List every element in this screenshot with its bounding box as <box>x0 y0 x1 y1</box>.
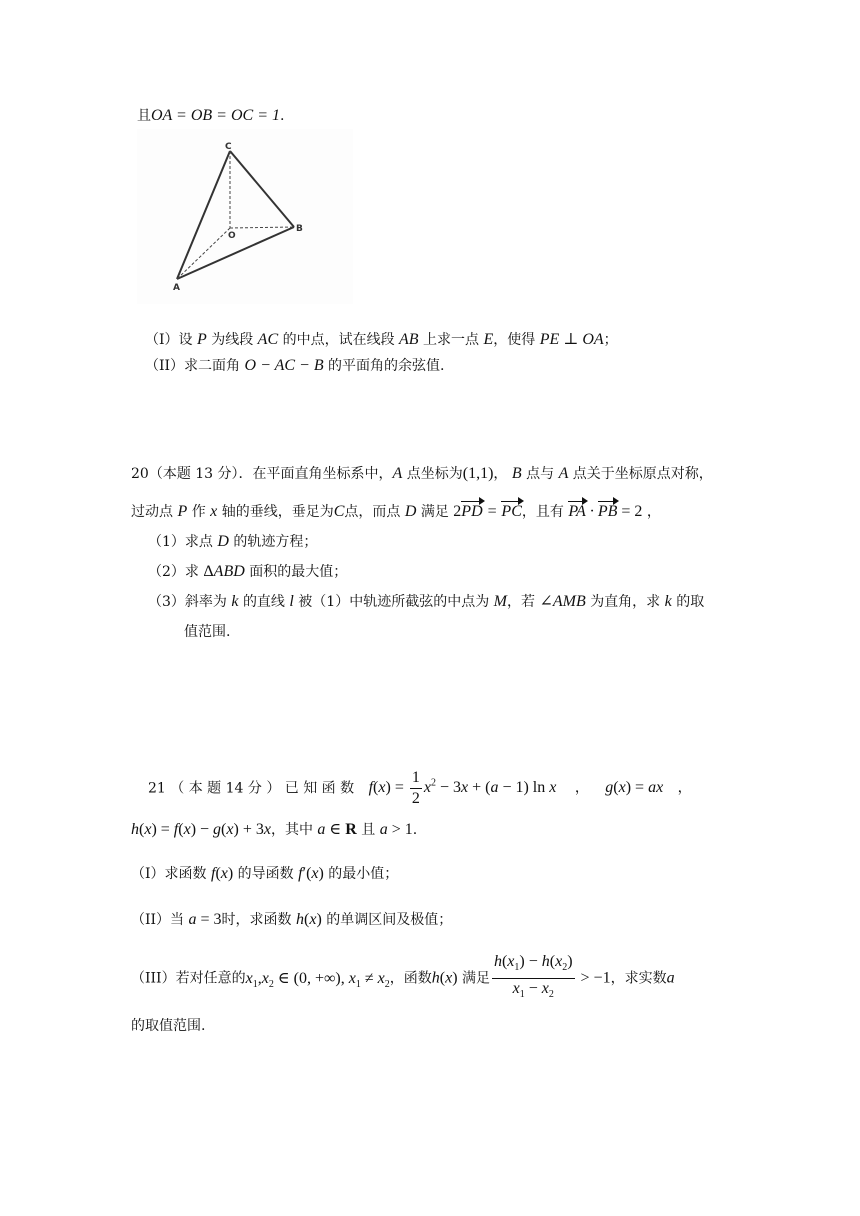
q21-part1-t1: （I）求函数 <box>131 866 207 882</box>
math-a-eq-3: a = 3 <box>188 911 222 928</box>
q21-line2-t2: 且 <box>361 822 376 838</box>
math-fx-def: f(x) = $\frac{1}{2}$ $x^2 - 3x + (a - 1)$ ln x <box>368 769 557 808</box>
edge-cb <box>230 151 294 227</box>
q19-part1-t1: （I）设 <box>145 332 193 348</box>
q19-part1-t4: 上求一点 <box>423 332 480 348</box>
math-a-in-r: a ∈ R <box>317 821 357 838</box>
math-d2: D <box>217 533 229 550</box>
math-ab: AB <box>399 331 419 348</box>
label-c: C <box>225 142 232 152</box>
math-difference-quotient: $\frac{h(x_1) - h(x_2)}{x_1 - x_2}$ <box>493 953 573 1001</box>
math-hx2: h(x) <box>431 969 458 987</box>
q20-part2-t1: （2）求 <box>148 564 199 580</box>
q20-intro-t5: 点关于坐标原点对称， <box>572 466 713 482</box>
math-fx: f(x) <box>210 865 234 882</box>
q19-given-text: 且 <box>137 108 151 124</box>
q21-part2-t1: （II）当 <box>131 912 185 928</box>
q21-intro-t1: 21 （ 本 题 14 分 ） 已 知 函 数 <box>148 780 355 797</box>
q20-line2-t4: 点，而点 <box>344 504 401 520</box>
q21-line2-t1: ，其中 <box>270 822 313 838</box>
math-a-gt-1: a > 1 <box>379 821 413 838</box>
q20-line2-t2: 作 <box>191 504 206 520</box>
q21-part2-t2: 时，求函数 <box>221 912 292 928</box>
q20-part2 <box>148 562 347 582</box>
q19-part2-t1: （II）求二面角 <box>145 358 241 374</box>
math-triangle-abd: ΔABD <box>203 563 245 580</box>
math-pa-pb: PA · PB = 2 <box>568 503 643 520</box>
q19-given-end: . <box>279 108 285 124</box>
q21-line2-t3: . <box>412 822 418 838</box>
math-a2: A <box>558 465 569 482</box>
math-fprime-x: f′(x) <box>298 865 324 882</box>
math-p2: P <box>177 503 188 520</box>
q19-part2 <box>145 356 445 376</box>
math-angle-amb: ∠AMB <box>539 593 586 610</box>
math-l: l <box>289 593 294 610</box>
math-k: k <box>231 593 239 610</box>
math-a: A <box>392 465 403 482</box>
math-dihedral: O − AC − B <box>244 357 324 374</box>
q19-part1-t3: 的中点，试在线段 <box>282 332 395 348</box>
q20-line2-t3: 轴的垂线，垂足为 <box>217 504 334 520</box>
q20-part3-t5: 为直角，求 <box>590 594 661 610</box>
math-gt-minus-1: > −1 <box>576 969 611 987</box>
q21-cont: 的取值范围. <box>131 1018 206 1034</box>
edge-ob <box>230 227 294 228</box>
math-e: E <box>483 331 494 348</box>
label-b: B <box>296 224 303 234</box>
q20-intro-t2: 点坐标为 <box>406 466 463 482</box>
q19-given-line <box>137 106 284 126</box>
q21-part1-t3: 的最小值； <box>328 866 399 882</box>
q21-part1 <box>131 864 398 884</box>
q19-part1 <box>145 330 618 350</box>
math-x: x <box>210 503 218 520</box>
q21-part3-t4: ，求实数 <box>610 970 667 987</box>
q21-part3-t1: （III）若对任意的 <box>131 970 246 987</box>
tetrahedron-figure <box>137 129 353 304</box>
q20-part3-t2: 的直线 <box>242 594 285 610</box>
q20-part1 <box>148 532 317 552</box>
q21-part2-t3: 的单调区间及极值； <box>326 912 453 928</box>
q21-part3-t3: 满足 <box>461 970 490 987</box>
q20-intro-t1: 20（本题 13 分）．在平面直角坐标系中， <box>131 466 393 482</box>
q20-part3-t1: （3）斜率为 <box>148 594 227 610</box>
q20-intro-t3: ， <box>493 466 508 482</box>
q21-part2 <box>131 910 452 930</box>
q20-part3-t6: 的取 <box>676 594 705 610</box>
q20-intro <box>131 464 713 484</box>
q20-part1-t2: 的轨迹方程； <box>233 534 318 550</box>
q20-line2-t1: 过动点 <box>131 504 173 520</box>
edge-oa <box>177 228 230 279</box>
math-2pd-pc: 2PD = PC <box>453 503 522 520</box>
math-point-11: (1,1) <box>462 465 494 482</box>
q21-part3-t2: ，函数 <box>389 970 432 987</box>
q21-line2 <box>131 820 417 840</box>
math-a3: a <box>666 969 675 987</box>
q20-part1-t1: （1）求点 <box>148 534 213 550</box>
math-m: M <box>493 593 507 610</box>
q20-part3-t3: 被（1）中轨迹所截弦的中点为 <box>298 594 490 610</box>
math-pe-perp-oa: PE ⊥ OA <box>539 331 604 348</box>
q19-part1-t6: ； <box>603 332 618 348</box>
q21-part3 <box>131 952 675 1005</box>
q20-part3 <box>148 592 704 612</box>
q19-part2-t2: 的平面角的余弦值. <box>328 358 445 374</box>
math-b: B <box>511 465 522 482</box>
q21-intro-t2: ， <box>574 780 589 797</box>
q21-part1-t2: 的导函数 <box>237 866 294 882</box>
math-d: D <box>404 503 417 520</box>
math-p: P <box>196 331 207 348</box>
q20-intro-t4: 点与 <box>526 466 555 482</box>
math-x1-x2-domain: $x_1,x_2$ ∈ (0, +∞), $x_1 \ne x_2$ <box>245 969 390 990</box>
q21-intro <box>148 764 692 809</box>
math-ac: AC <box>257 331 279 348</box>
math-gx-def: g(x) = ax <box>605 779 664 797</box>
q20-part2-t2: 面积的最大值； <box>249 564 348 580</box>
label-a: A <box>173 283 180 293</box>
math-hx-def: h(x) = f(x) − g(x) + 3x <box>131 821 271 838</box>
label-o: O <box>228 231 236 241</box>
q21-intro-t3: ， <box>677 780 692 797</box>
q20-line2-t5: 满足 <box>420 504 449 520</box>
q20-line2 <box>131 502 661 522</box>
math-half: $\frac{1}{2}$ <box>411 769 420 808</box>
q19-part1-t5: ，使得 <box>493 332 536 348</box>
q20-line2-t7: ， <box>646 504 661 520</box>
tetrahedron-diagram <box>137 129 353 304</box>
math-c: C <box>333 503 345 520</box>
math-hx: h(x) <box>296 911 322 928</box>
q19-given-math: OA = OB = OC = 1 <box>151 107 280 124</box>
q20-line2-t6: ，且有 <box>521 504 564 520</box>
math-k2: k <box>664 593 672 610</box>
q20-part3-t4: ，若 <box>507 594 535 610</box>
q20-part3-cont: 值范围. <box>184 624 231 640</box>
q19-part1-t2: 为线段 <box>211 332 254 348</box>
